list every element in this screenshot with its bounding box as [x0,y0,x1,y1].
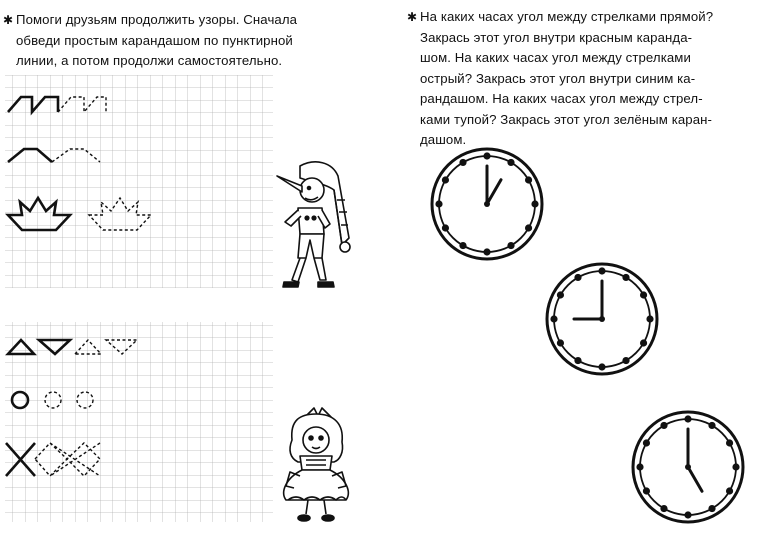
clock-hour-dot [507,159,514,166]
asterisk-bullet-icon: ✱ [3,13,14,27]
grid-bottom [5,322,273,522]
clock-hour-dot [531,200,538,207]
clock-hour-dot [622,357,629,364]
clock-hour-dot [643,487,650,494]
clock-hour-dot [574,357,581,364]
task-text-line: линии, а потом продолжи самостоятельно. [16,53,283,68]
clock-hour-dot [640,339,647,346]
clock-hour-dot [459,159,466,166]
clock-hour-dot [442,224,449,231]
clock-hour-dot [684,511,691,518]
clock-hour-dot [646,315,653,322]
clock-hour-dot [726,439,733,446]
clock-hour-dot [525,224,532,231]
clock-five-oclock[interactable] [633,412,743,522]
clock-hour-dot [557,291,564,298]
clock-center-pin [484,201,490,207]
clock-hour-dot [660,422,667,429]
clock-hour-dot [435,200,442,207]
clock-nine-oclock[interactable] [547,264,657,374]
task-text-line: На каких часах угол между стрелками прямой? [420,9,714,24]
clock-hour-dot [507,242,514,249]
task-text-line: Закрась этот угол внутри красным каранда- [420,29,693,45]
clock-hour-dot [550,315,557,322]
clock-hour-dot [726,487,733,494]
task-text-line: Помоги друзьям продолжить узоры. Сначала [16,12,298,27]
clock-hour-dot [598,267,605,274]
pinocchio-illustration [277,162,350,287]
clock-hour-dot [708,422,715,429]
clock-hour-dot [459,242,466,249]
clock-hour-dot [557,339,564,346]
grid-top [5,75,273,288]
clock-hour-dot [622,274,629,281]
girl-illustration [284,408,349,521]
clock-hour-dot [640,291,647,298]
task-text-line: рандашом. На каких часах угол между стрел- [420,91,703,106]
task-text-line: ками тупой? Закрась этот угол зелёным каран- [420,111,713,127]
task-text-line: шом. На каких часах угол между стрелками [420,50,691,65]
clock-hour-dot [684,415,691,422]
clock-center-pin [685,464,691,470]
clock-hour-dot [598,363,605,370]
task-text-line: обведи простым карандашом по пунктирной [16,32,293,48]
clock-hour-dot [483,152,490,159]
clock-hour-dot [660,505,667,512]
clock-hour-dot [574,274,581,281]
clock-hour-dot [643,439,650,446]
clock-center-pin [599,316,605,322]
asterisk-bullet-icon: ✱ [407,10,418,24]
task-text-line: острый? Закрась этот угол внутри синим ка- [420,70,696,86]
clock-hour-dot [708,505,715,512]
clock-hour-dot [636,463,643,470]
clock-hour-dot [732,463,739,470]
clock-hour-dot [483,248,490,255]
clock-hour-dot [525,176,532,183]
task-text-line: дашом. [420,132,467,147]
clock-one-oclock[interactable] [432,149,542,259]
clock-hour-dot [442,176,449,183]
